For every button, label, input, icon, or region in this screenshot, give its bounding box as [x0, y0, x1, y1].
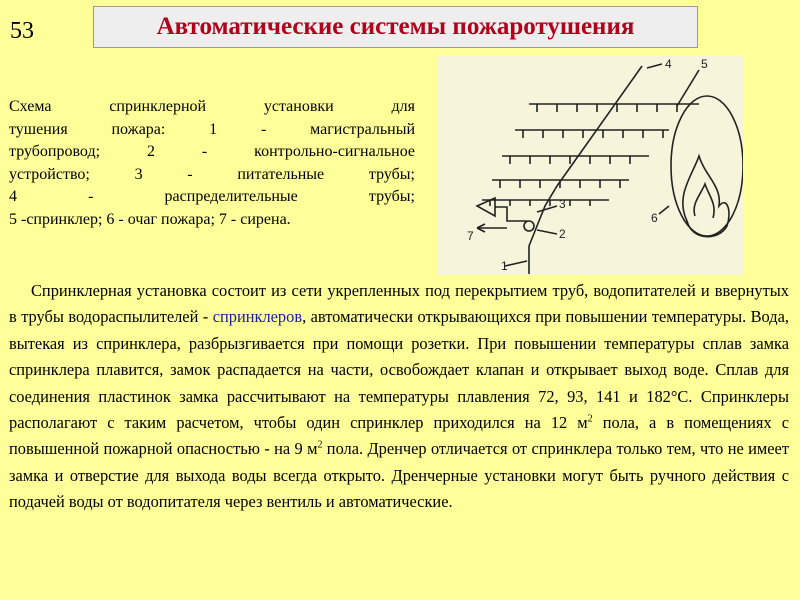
diagram-label-5: 5 [701, 57, 708, 71]
title-box [93, 6, 698, 48]
caption-line: устройство; 3 - питательные трубы; [9, 165, 415, 183]
body-accent-term: спринклеров [212, 307, 303, 327]
body-text-part: пола. Дренчер отличается от спринклера только тем, что не имеет замка и отверстие для выхода воды всегда открыто. Дренчерные установки могут быть ручного действия с подачей воды от водопитателя через вентиль и автоматические. [9, 439, 789, 512]
leader-line [505, 261, 527, 266]
body-text-part: пола, а в помещениях с повышенной пожарной опасностью - на 9 м [9, 413, 789, 459]
diagram-label-2: 2 [559, 227, 566, 241]
diagram-label-3: 3 [559, 197, 566, 211]
fire-flame [683, 156, 729, 237]
diagram-label-6: 6 [651, 211, 658, 225]
sprinkler-diagram-drawing [437, 56, 743, 275]
sprinkler-heads [490, 104, 677, 206]
body-paragraph [9, 278, 789, 516]
diagram-label-7: 7 [467, 229, 474, 243]
sprinkler-diagram [437, 56, 743, 275]
caption-line: 4 - распределительные трубы; [9, 188, 415, 205]
caption-line: 5 -спринклер; 6 - очаг пожара; 7 - сирена. [9, 210, 291, 228]
diagram-caption [9, 96, 415, 231]
diagram-label-1: 1 [501, 259, 508, 273]
leader-line [537, 230, 557, 234]
leader-line [677, 70, 699, 106]
caption-line: тушения пожара: 1 - магистральный [9, 120, 415, 138]
fire-zone-outline [671, 96, 743, 236]
body-text-part: , автоматически открывающихся при повышении температуры. Вода, вытекая из спринклера, разбрызгивается при помощи розетки. При повышении температуры сплав замка спринклера плавится, замок распадается на части, освобождает клапан и открывает выход воде. Сплав для соединения пластинок замка рассчитывают на температуры плавления 72, 93, 141 и 182°С. Спринклеры располагают с таким расчетом, чтобы один спринклер приходился на 12 м [9, 307, 789, 433]
control-valve [524, 221, 534, 231]
slide-number: 53 [10, 18, 34, 44]
fire-flame-inner [694, 184, 714, 218]
siren-pipe [495, 207, 527, 221]
leader-line [659, 206, 669, 214]
superscript: 2 [587, 413, 593, 425]
leader-line [647, 64, 662, 68]
body-text-part: Спринклерная установка состоит из сети укрепленных под перекрытием труб, водопитателей и ввернутых в трубы водораспылителей - [9, 281, 789, 327]
superscript: 2 [317, 439, 323, 451]
slide-title: Автоматические системы пожаротушения [156, 13, 635, 40]
caption-line: Схема спринклерной установки для [9, 98, 415, 115]
leader-line [537, 206, 557, 212]
caption-line: трубопровод; 2 - контрольно-сигнальное [9, 143, 415, 160]
supply-pipe [529, 66, 642, 274]
diagram-label-4: 4 [665, 57, 672, 71]
